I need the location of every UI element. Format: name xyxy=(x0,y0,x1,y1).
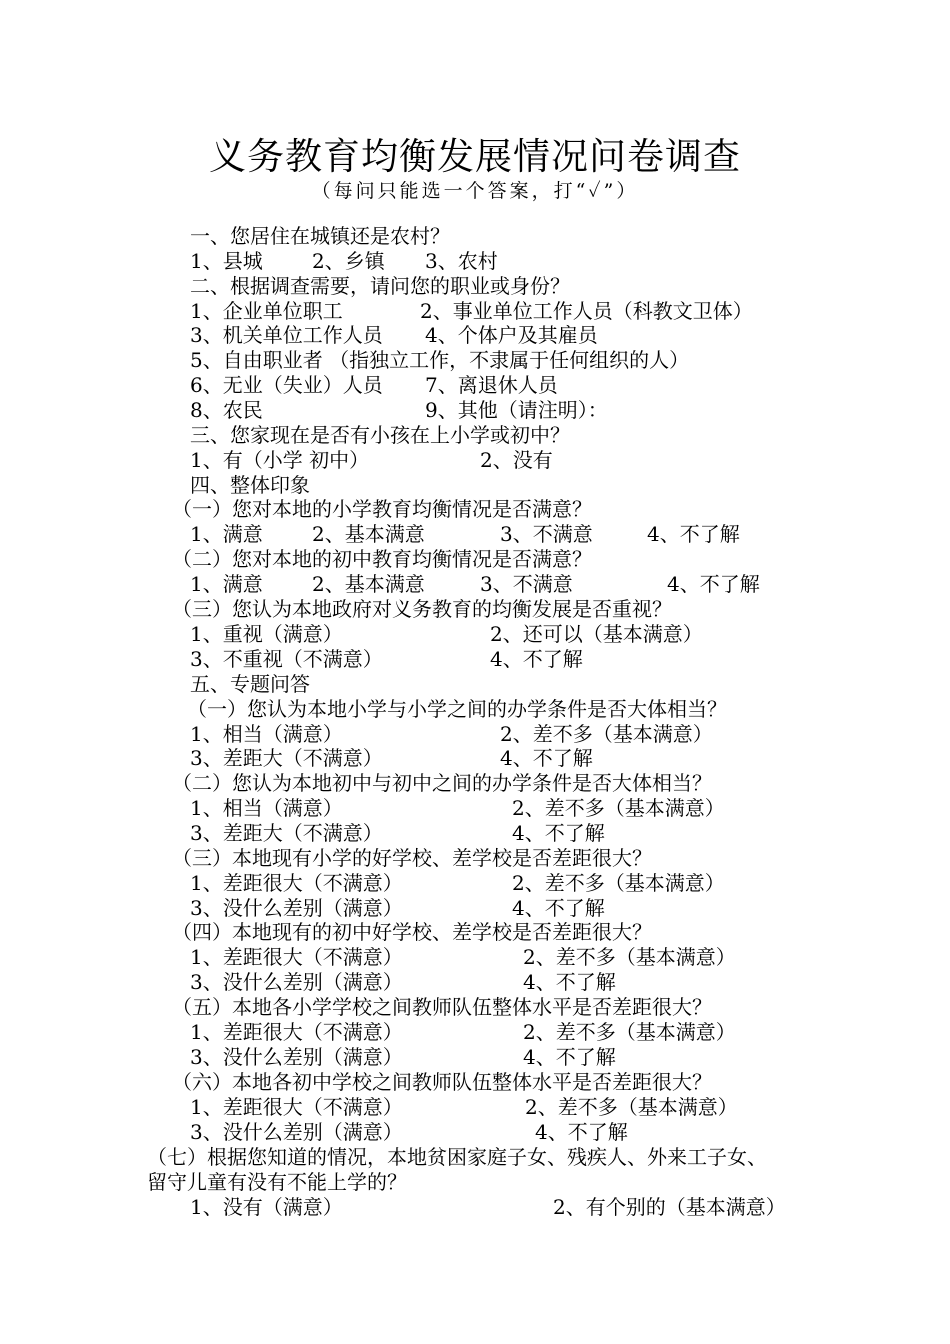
question-text: 5、自由职业者 （指独立工作，不隶属于任何组织的人） xyxy=(190,348,690,372)
option-text: 3、没什么差别（满意） xyxy=(190,896,403,920)
option-text: 1、重视（满意） xyxy=(190,622,343,646)
option-text: 4、不了解 xyxy=(523,970,616,994)
option-text: 2、差不多（基本满意） xyxy=(525,1095,738,1119)
option-text: 8、农民 xyxy=(190,398,263,422)
option-text: 3、机关单位工作人员 xyxy=(190,323,383,347)
option-text: 1、差距很大（不满意） xyxy=(190,945,403,969)
option-text: 1、有（小学 初中） xyxy=(190,448,370,472)
option-text: 4、不了解 xyxy=(512,821,605,845)
option-text: 2、没有 xyxy=(480,448,553,472)
question-text: 五、专题问答 xyxy=(190,672,310,696)
option-text: 4、不了解 xyxy=(490,647,583,671)
question-text: 二、根据调查需要，请问您的职业或身份？ xyxy=(190,274,570,298)
option-text: 3、没什么差别（满意） xyxy=(190,1120,403,1144)
question-text: （七）根据您知道的情况，本地贫困家庭子女、残疾人、外来工子女、 xyxy=(147,1145,767,1169)
option-text: 9、其他（请注明）： xyxy=(425,398,608,422)
option-text: 4、不了解 xyxy=(512,896,605,920)
question-text: （四）本地现有的初中好学校、差学校是否差距很大？ xyxy=(172,920,652,944)
question-text: （一）您认为本地小学与小学之间的办学条件是否大体相当？ xyxy=(187,697,727,721)
option-text: 4、不了解 xyxy=(647,522,740,546)
option-text: 3、没什么差别（满意） xyxy=(190,1045,403,1069)
question-text: （一）您对本地的小学教育均衡情况是否满意？ xyxy=(172,497,592,521)
option-text: 1、满意 xyxy=(190,572,263,596)
question-text: （二）您对本地的初中教育均衡情况是否满意？ xyxy=(172,547,592,571)
option-text: 4、不了解 xyxy=(535,1120,628,1144)
option-text: 2、乡镇 xyxy=(312,249,385,273)
option-text: 2、事业单位工作人员（科教文卫体） xyxy=(420,299,753,323)
option-text: 2、有个别的（基本满意） xyxy=(553,1195,786,1219)
option-text: 4、不了解 xyxy=(667,572,760,596)
option-text: 1、县城 xyxy=(190,249,263,273)
option-text: 3、农村 xyxy=(425,249,498,273)
option-text: 2、基本满意 xyxy=(312,522,425,546)
option-text: 1、差距很大（不满意） xyxy=(190,1095,403,1119)
option-text: 3、差距大（不满意） xyxy=(190,746,383,770)
option-text: 2、差不多（基本满意） xyxy=(523,945,736,969)
option-text: 1、没有（满意） xyxy=(190,1195,343,1219)
option-text: 1、满意 xyxy=(190,522,263,546)
question-text: （三）您认为本地政府对义务教育的均衡发展是否重视？ xyxy=(172,597,672,621)
option-text: 1、相当（满意） xyxy=(190,796,343,820)
option-text: 1、相当（满意） xyxy=(190,722,343,746)
question-text: （五）本地各小学学校之间教师队伍整体水平是否差距很大？ xyxy=(172,995,712,1019)
option-text: 1、差距很大（不满意） xyxy=(190,1020,403,1044)
option-text: 3、不满意 xyxy=(480,572,573,596)
question-text: （二）您认为本地初中与初中之间的办学条件是否大体相当？ xyxy=(172,771,712,795)
option-text: 3、差距大（不满意） xyxy=(190,821,383,845)
question-text: 三、您家现在是否有小孩在上小学或初中？ xyxy=(190,423,570,447)
option-text: 2、基本满意 xyxy=(312,572,425,596)
option-text: 6、无业（失业）人员 xyxy=(190,373,383,397)
option-text: 2、差不多（基本满意） xyxy=(523,1020,736,1044)
option-text: 4、不了解 xyxy=(500,746,593,770)
page-title: 义务教育均衡发展情况问卷调查 xyxy=(209,135,741,178)
option-text: 1、企业单位职工 xyxy=(190,299,343,323)
option-text: 3、没什么差别（满意） xyxy=(190,970,403,994)
page-subtitle: （每问只能选一个答案，打“✓”） xyxy=(311,180,639,202)
option-text: 4、个体户及其雇员 xyxy=(425,323,598,347)
option-text: 3、不满意 xyxy=(500,522,593,546)
option-text: 2、差不多（基本满意） xyxy=(500,722,713,746)
option-text: 2、还可以（基本满意） xyxy=(490,622,703,646)
option-text: 7、离退休人员 xyxy=(425,373,558,397)
question-text: 四、整体印象 xyxy=(190,473,310,497)
question-text: 留守儿童有没有不能上学的？ xyxy=(147,1170,407,1194)
question-text: （六）本地各初中学校之间教师队伍整体水平是否差距很大？ xyxy=(172,1070,712,1094)
option-text: 3、不重视（不满意） xyxy=(190,647,383,671)
option-text: 2、差不多（基本满意） xyxy=(512,871,725,895)
question-text: （三）本地现有小学的好学校、差学校是否差距很大？ xyxy=(172,846,652,870)
question-text: 一、您居住在城镇还是农村？ xyxy=(190,224,450,248)
option-text: 1、差距很大（不满意） xyxy=(190,871,403,895)
option-text: 4、不了解 xyxy=(523,1045,616,1069)
option-text: 2、差不多（基本满意） xyxy=(512,796,725,820)
